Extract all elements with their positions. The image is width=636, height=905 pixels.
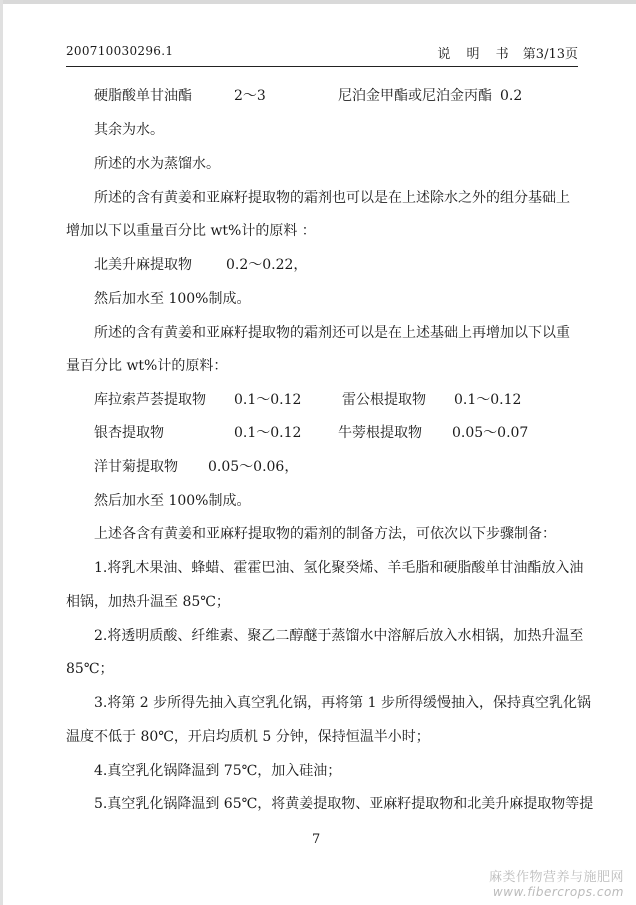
step-line: 5.真空乳化锅降温到 65℃，将黄姜提取物、亚麻籽提取物和北美升麻提取物等提 [94, 796, 594, 812]
step-line: 3.将第 2 步所得先抽入真空乳化锅，再将第 1 步所得缓慢抽入，保持真空乳化锅 [94, 695, 591, 711]
ingredient-amount: 0.05～0.07 [452, 425, 529, 441]
paragraph-line: 上述各含有黄姜和亚麻籽提取物的霜剂的制备方法，可依次以下步骤制备： [94, 526, 556, 542]
paragraph-line: 增加以下以重量百分比 wt%计的原料 ： [66, 223, 316, 239]
page-edge-left [0, 0, 3, 905]
paragraph-line: 所述的水为蒸馏水。 [94, 156, 220, 172]
step-line: 温度不低于 80℃，开启均质机 5 分钟，保持恒温半小时； [66, 729, 430, 745]
ingredient-amount: 0.1～0.12 [454, 392, 522, 408]
paragraph-line: 所述的含有黄姜和亚麻籽提取物的霜剂还可以是在上述基础上再增加以下以重 [94, 325, 570, 341]
step-line: 2.将透明质酸、纤维素、聚乙二醇醚于蒸馏水中溶解后放入水相锅，加热升温至 [94, 628, 584, 644]
doc-number: 200710030296.1 [66, 44, 174, 58]
step-line: 85℃； [66, 661, 114, 677]
ingredient-amount: 0.1～0.12 [234, 392, 302, 408]
ingredient-name: 雷公根提取物 [342, 392, 426, 408]
paragraph-line: 其余为水。 [94, 122, 164, 138]
paragraph-line: 然后加水至 100%制成。 [94, 493, 251, 509]
page-edge-top [0, 0, 636, 4]
paragraph-line: 量百分比 wt%计的原料： [66, 358, 228, 374]
doc-title: 说 明 书 [437, 47, 515, 62]
ingredient-name: 库拉索芦荟提取物 [94, 392, 206, 408]
header-right [437, 43, 578, 62]
paragraph-line: 然后加水至 100%制成。 [94, 291, 251, 307]
ingredient-name: 尼泊金甲酯或尼泊金丙酯 [338, 88, 492, 104]
watermark [489, 866, 624, 899]
ingredient-amount: 0.05～0.06， [208, 459, 299, 475]
header-divider [66, 66, 578, 67]
step-line: 1.将乳木果油、蜂蜡、霍霍巴油、氢化聚癸烯、羊毛脂和硬脂酸单甘油酯放入油 [94, 560, 584, 576]
ingredient-name: 洋甘菊提取物 [94, 459, 178, 475]
ingredient-name: 北美升麻提取物 [94, 257, 192, 273]
ingredient-amount: 0.1～0.12 [234, 425, 302, 441]
ingredient-name: 银杏提取物 [94, 425, 164, 441]
ingredient-amount: 0.2 [500, 88, 523, 104]
ingredient-amount: 2～3 [234, 88, 266, 104]
watermark-url: www.fibercrops.com [492, 885, 624, 899]
paragraph-line: 所述的含有黄姜和亚麻籽提取物的霜剂也可以是在上述除水之外的组分基础上 [94, 190, 570, 206]
page-number: 7 [312, 832, 321, 847]
ingredient-name: 牛蒡根提取物 [338, 425, 422, 441]
page-header [66, 36, 578, 66]
page-info: 第3/13页 [522, 47, 578, 62]
step-line: 相锅，加热升温至 85℃； [66, 594, 230, 610]
watermark-site-name: 麻类作物营养与施肥网 [488, 870, 624, 885]
ingredient-amount: 0.2～0.22， [226, 257, 308, 273]
ingredient-name: 硬脂酸单甘油酯 [94, 88, 192, 104]
step-line: 4.真空乳化锅降温到 75℃，加入硅油； [94, 763, 342, 779]
